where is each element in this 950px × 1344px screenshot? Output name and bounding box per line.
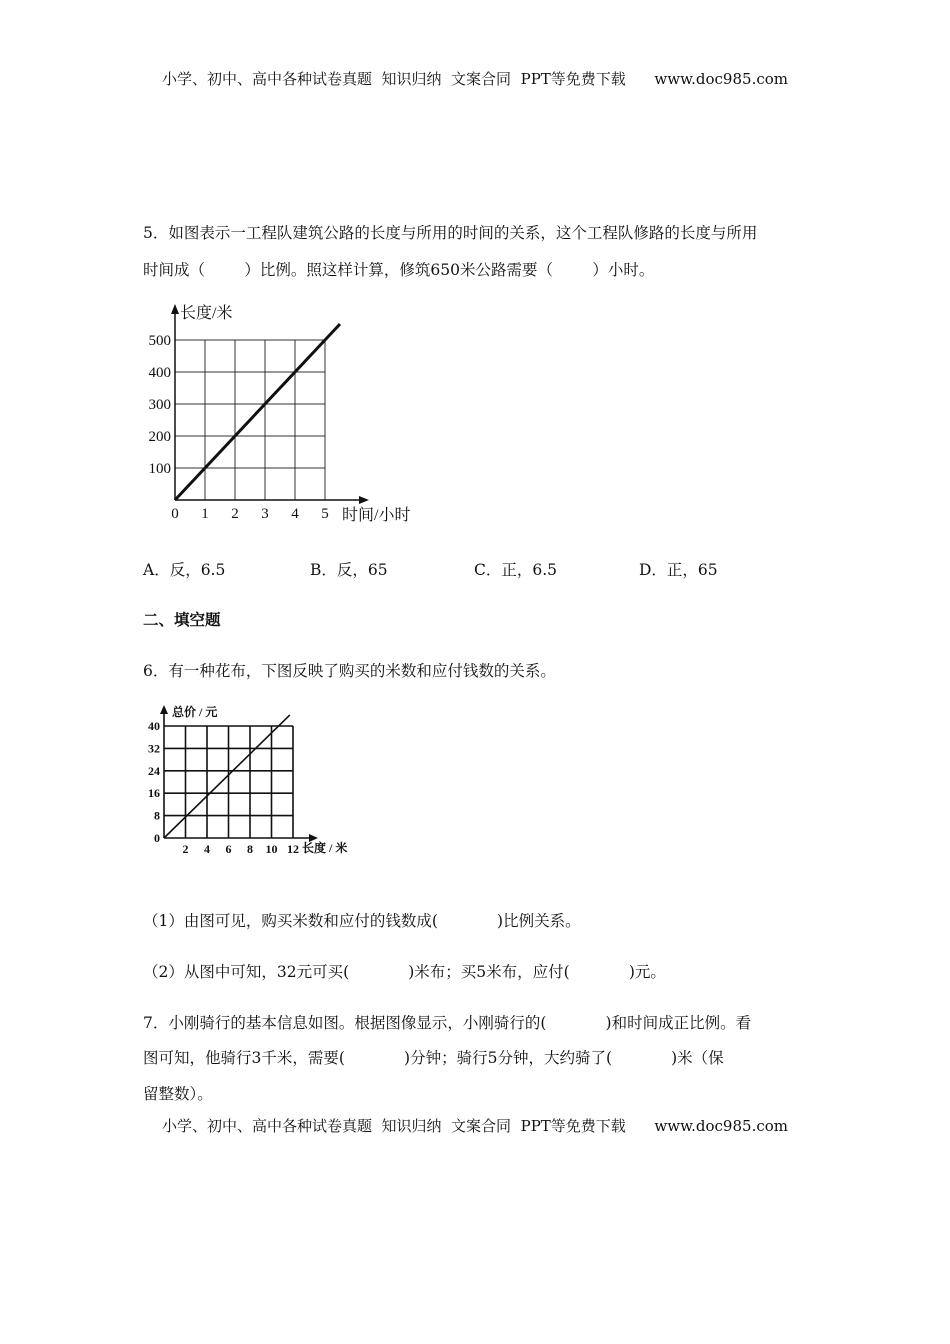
q5-option-d[interactable]: D．正，65 [639, 561, 718, 579]
q5-y-tick-label: 400 [148, 365, 171, 381]
q5-chart-xlabel: 时间/小时 [342, 507, 411, 524]
page-footer: 小学、初中、高中各种试卷真题 知识归纳 文案合同 PPT等免费下载 www.doc985.com [161, 1117, 788, 1135]
q5-y-tick-label: 100 [148, 461, 171, 477]
q6-y-tick-label: 0 [154, 831, 160, 845]
q5-y-axis-arrow [171, 304, 179, 314]
q6-x-tick-label: 2 [182, 842, 189, 856]
q5-chart [140, 296, 430, 528]
q5-x-tick-label: 2 [231, 506, 239, 522]
q6-x-tick-label: 8 [247, 842, 253, 856]
q6-stem: 6．有一种花布，下图反映了购买的米数和应付钱数的关系。 [143, 662, 556, 680]
q7-line2: 图可知，他骑行3千米，需要( )分钟；骑行5分钟，大约骑了( )米（保 [143, 1049, 724, 1067]
q5-chart-series-line [175, 324, 340, 500]
q6-y-tick-label: 8 [154, 808, 160, 823]
q7-line3: 留整数）。 [143, 1085, 213, 1103]
q5-option-b[interactable]: B．反，65 [310, 561, 388, 579]
q5-chart-ylabel: 长度/米 [180, 305, 233, 322]
q5-y-tick-label: 200 [148, 429, 171, 445]
q7-line1: 7．小刚骑行的基本信息如图。根据图像显示，小刚骑行的( )和时间成正比例。看 [143, 1014, 752, 1032]
q5-y-tick-label: 300 [148, 397, 171, 413]
q5-option-a[interactable]: A．反，6.5 [143, 561, 226, 579]
q5-line1: 5．如图表示一工程队建筑公路的长度与所用的时间的关系，这个工程队修路的长度与所用 [143, 224, 758, 242]
q5-y-tick-label: 500 [148, 333, 171, 349]
q5-x-tick-label: 0 [171, 506, 179, 522]
q6-y-tick-label: 16 [148, 786, 160, 801]
q6-chart [140, 700, 360, 860]
q5-x-axis-arrow [359, 496, 369, 504]
q6-x-tick-label: 12 [287, 842, 299, 856]
q6-x-tick-label: 10 [265, 842, 278, 856]
q6-y-tick-label: 40 [148, 719, 160, 733]
q5-option-c[interactable]: C．正，6.5 [474, 561, 558, 579]
q6-y-axis-arrow [160, 705, 168, 714]
q5-x-tick-label: 4 [291, 506, 299, 522]
q6-y-tick-label: 24 [148, 763, 160, 778]
q5-x-tick-label: 1 [201, 506, 209, 522]
q6-chart-tick-labels [148, 719, 299, 856]
page-header: 小学、初中、高中各种试卷真题 知识归纳 文案合同 PPT等免费下载 www.doc985.com [161, 70, 788, 88]
section-title: 二、填空题 [143, 611, 221, 629]
q6-sub1: （1）由图可见，购买米数和应付的钱数成( )比例关系。 [143, 912, 581, 930]
q6-x-tick-label: 6 [225, 842, 232, 856]
q5-line2: 时间成（ ）比例。照这样计算，修筑650米公路需要（ ）小时。 [143, 261, 655, 279]
q6-chart-grid [164, 726, 293, 838]
q6-x-tick-label: 4 [204, 842, 210, 856]
q5-x-tick-label: 5 [321, 506, 329, 522]
q6-chart-xlabel: 长度 / 米 [302, 841, 348, 855]
q6-chart-ylabel: 总价 / 元 [172, 705, 218, 719]
q5-x-tick-label: 3 [261, 506, 269, 522]
q6-sub2: （2）从图中可知，32元可买( )米布；买5米布，应付( )元。 [143, 963, 666, 981]
q6-y-tick-label: 32 [148, 741, 160, 756]
